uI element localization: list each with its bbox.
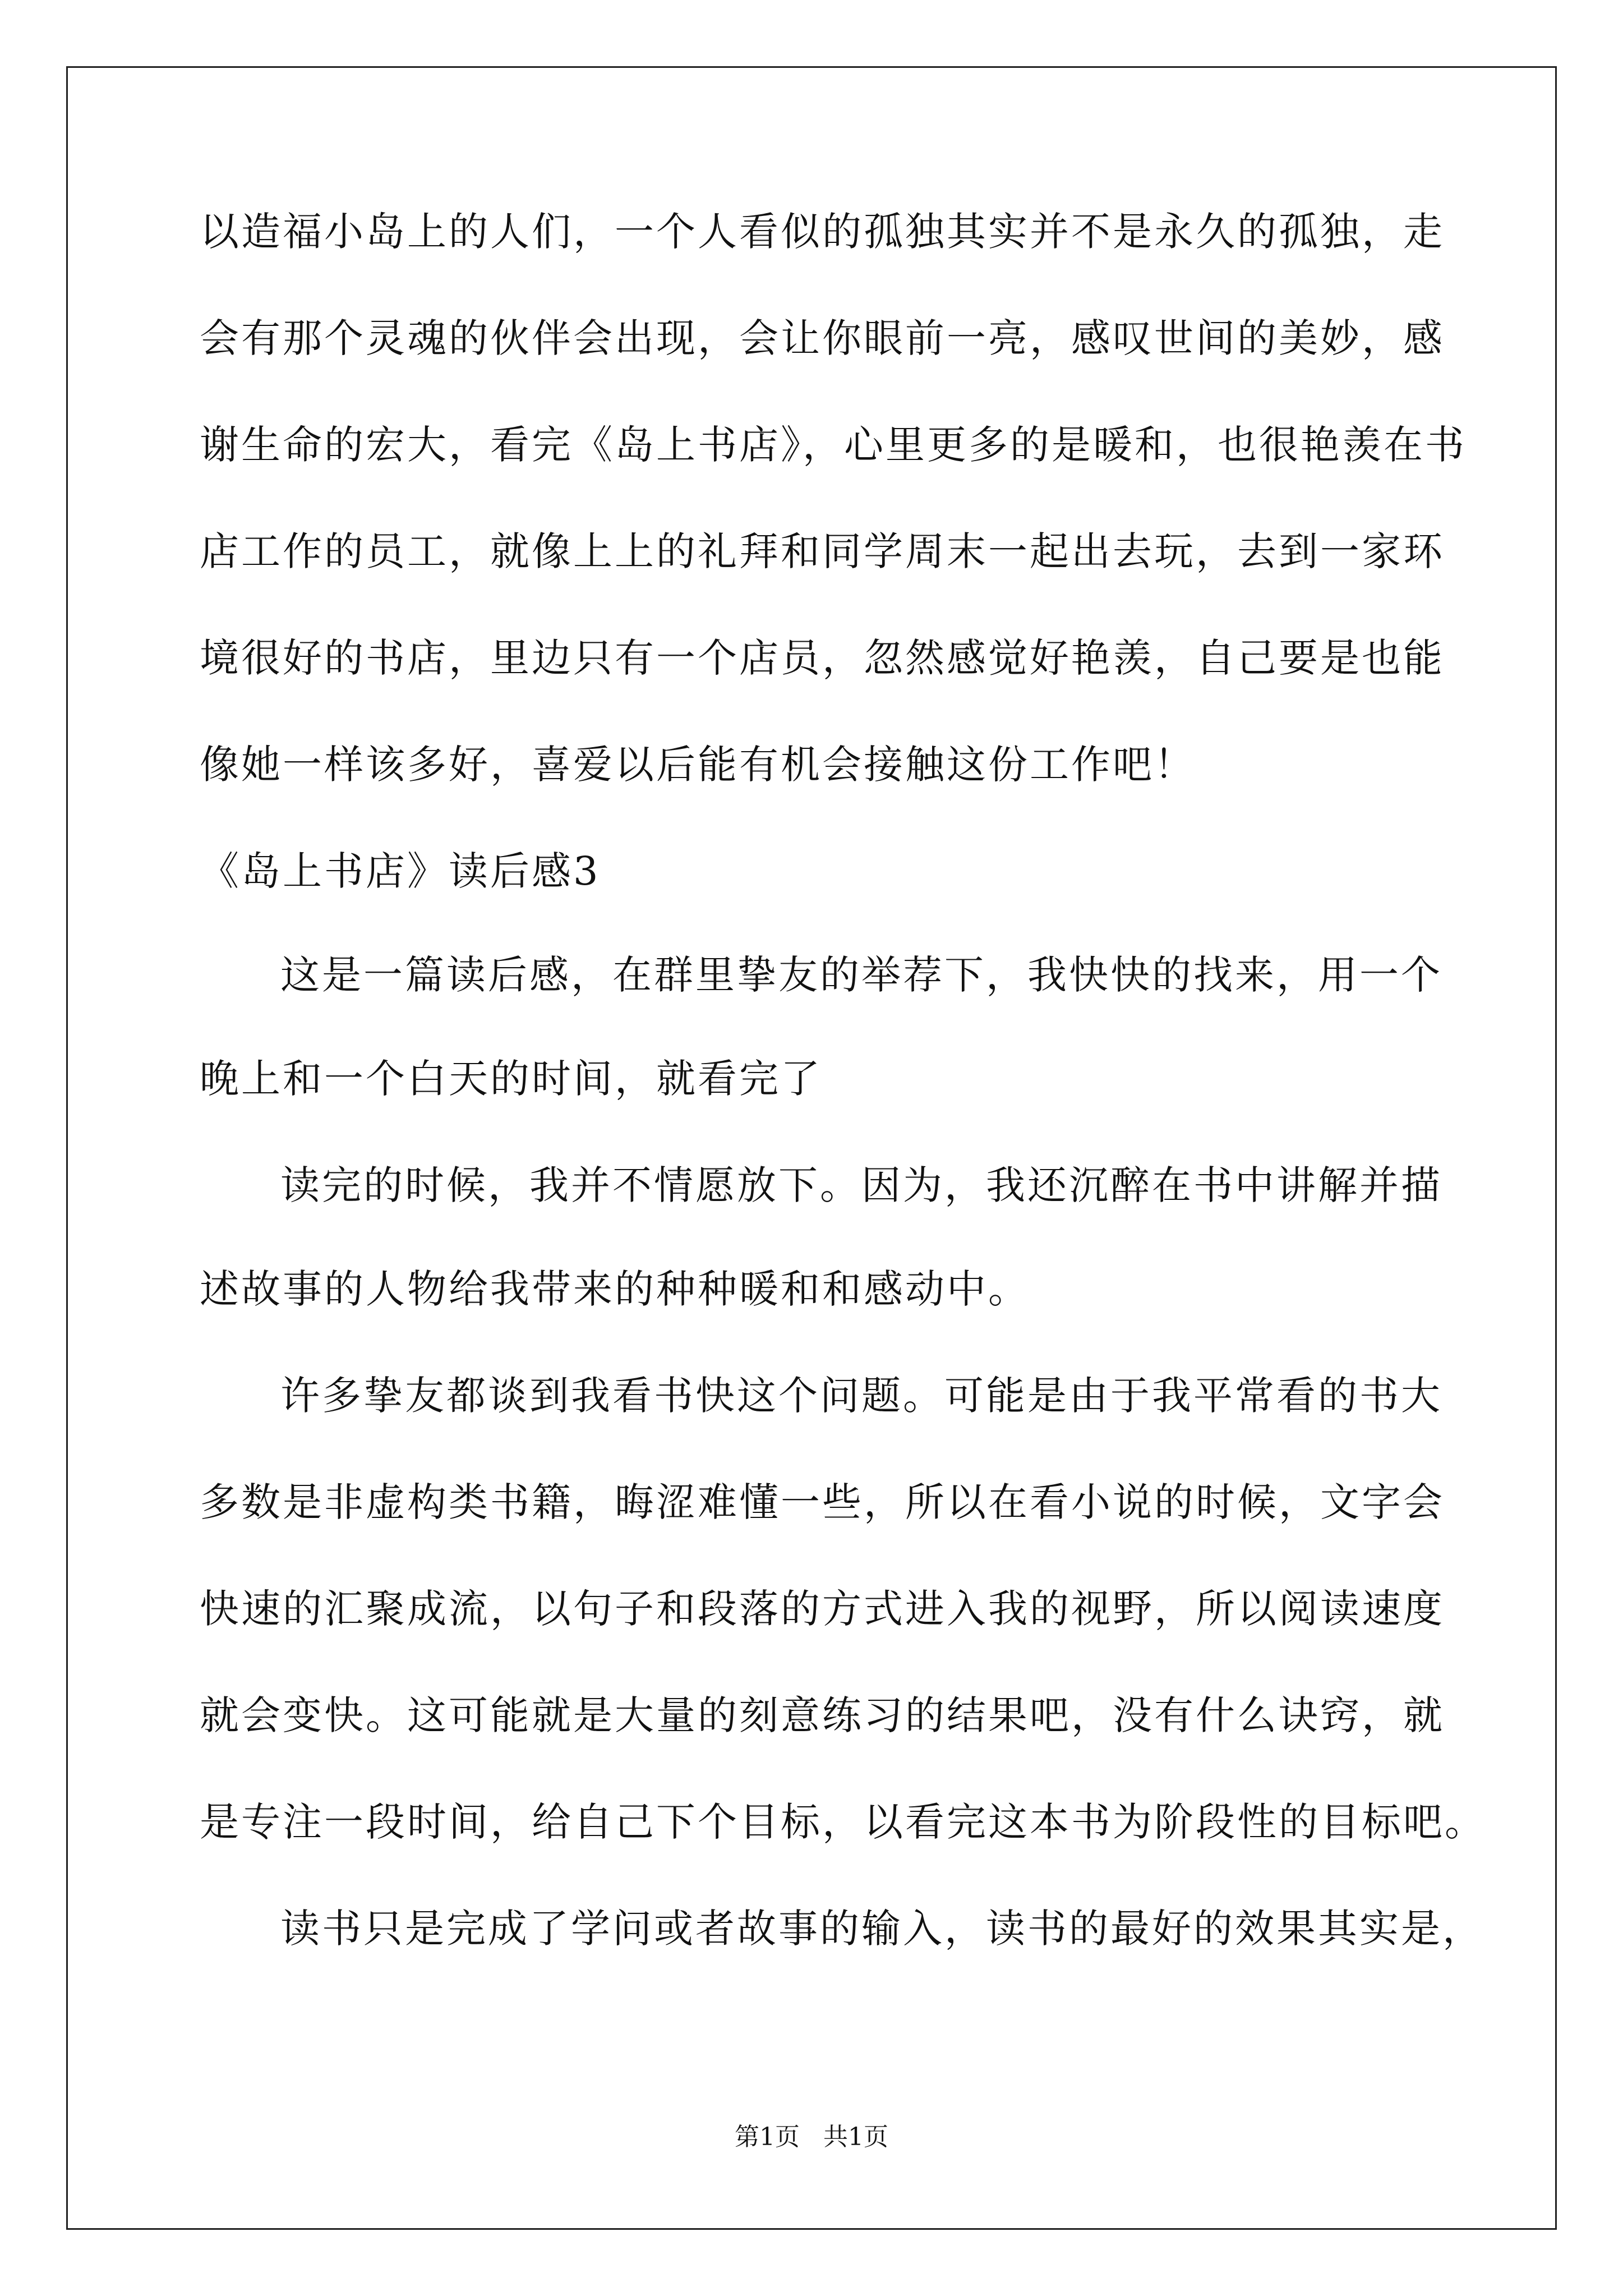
paragraph-line: 多数是非虚构类书籍，晦涩难懂一些，所以在看小说的时候，文字会: [200, 1479, 1445, 1525]
paragraph-line: 是专注一段时间，给自己下个目标，以看完这本书为阶段性的目标吧。: [200, 1799, 1486, 1845]
paragraph-line: 以造福小岛上的人们，一个人看似的孤独其实并不是永久的孤独，走: [200, 209, 1445, 255]
paragraph-line: 这是一篇读后感，在群里挚友的举荐下，我快快的找来，用一个: [280, 952, 1442, 998]
paragraph-line: 许多挚友都谈到我看书快这个问题。可能是由于我平常看的书大: [280, 1373, 1442, 1419]
paragraph-line: 读书只是完成了学问或者故事的输入，读书的最好的效果其实是，: [280, 1906, 1484, 1952]
paragraph-line: 就会变快。这可能就是大量的刻意练习的结果吧，没有什么诀窍，就: [200, 1692, 1445, 1738]
page-number-footer: 第1页 共1页: [735, 2123, 888, 2151]
paragraph-line: 晚上和一个白天的时间，就看完了: [200, 1056, 822, 1102]
paragraph-line: 会有那个灵魂的伙伴会出现，会让你眼前一亮，感叹世间的美妙，感: [200, 315, 1445, 361]
paragraph-line: 像她一样该多好，喜爱以后能有机会接触这份工作吧！: [200, 742, 1196, 788]
paragraph-line: 述故事的人物给我带来的种种暖和和感动中。: [200, 1266, 1030, 1312]
section-heading: 《岛上书店》读后感3: [200, 848, 601, 894]
paragraph-line: 快速的汇聚成流，以句子和段落的方式进入我的视野，所以阅读速度: [200, 1586, 1445, 1632]
paragraph-line: 谢生命的宏大，看完《岛上书店》，心里更多的是暖和，也很艳羡在书: [200, 422, 1467, 468]
paragraph-line: 店工作的员工，就像上上的礼拜和同学周末一起出去玩，去到一家环: [200, 528, 1445, 574]
paragraph-line: 读完的时候，我并不情愿放下。因为，我还沉醉在书中讲解并描: [280, 1162, 1442, 1208]
paragraph-line: 境很好的书店，里边只有一个店员，忽然感觉好艳羡，自己要是也能: [200, 635, 1445, 681]
